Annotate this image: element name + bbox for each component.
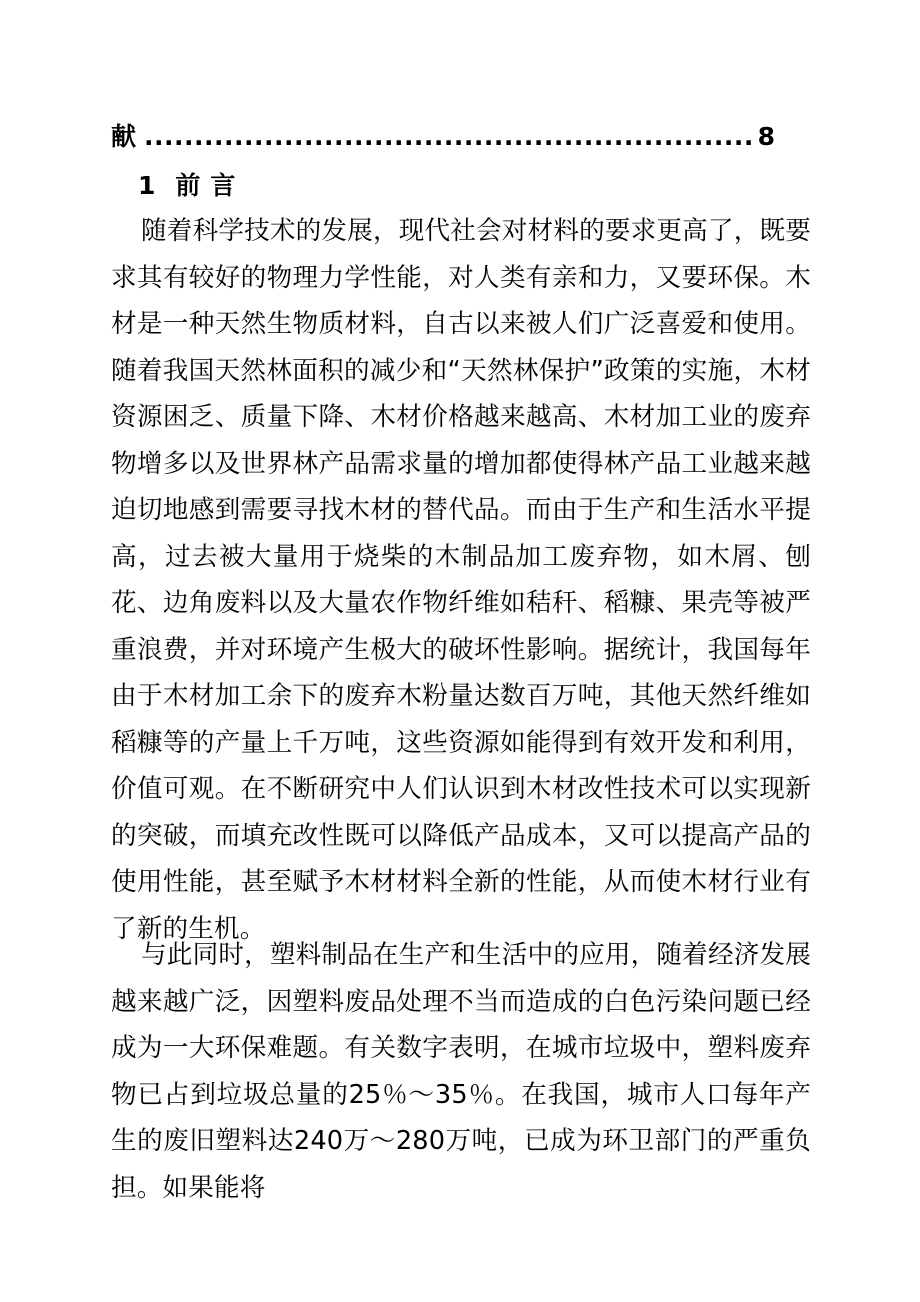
body-paragraph bbox=[111, 932, 811, 1211]
toc-entry bbox=[111, 116, 775, 158]
toc-page-number: 8 bbox=[757, 122, 775, 151]
toc-leader-dots bbox=[144, 116, 752, 158]
body-paragraph bbox=[111, 208, 811, 952]
section-heading bbox=[138, 165, 245, 207]
paragraph-text: 随着科学技术的发展，现代社会对材料的要求更高了，既要求其有较好的物理力学性能，对人类有亲和力，又要环保。木材是一种天然生物质材料，自古以来被人们广泛喜爱和使用。随着我国天然林面积的减少和“天然林保护”政策的实施，木材资源困乏、质量下降、木材价格越来越高、木材加工业的废弃物增多以及世界林产品需求量的增加都使得林产品工业越来越迫切地感到需要寻找木材的替代品。而由于生产和生活水平提高，过去被大量用于烧柴的木制品加工废弃物，如木屑、刨花、边角废料以及大量农作物纤维如秸秆、稻糠、果壳等被严重浪费，并对环境产生极大的破坏性影响。据统计，我国每年由于木材加工余下的废弃木粉量达数百万吨，其他天然纤维如稻糠等的产量上千万吨，这些资源如能得到有效开发和利用，价值可观。在不断研究中人们认识到木材改性技术可以实现新的突破，而填充改性既可以降低产品成本，又可以提高产品的使用性能，甚至赋予木材材料全新的性能，从而使木材行业有了新的生机。 bbox=[111, 216, 811, 944]
section-number: 1 bbox=[138, 171, 156, 200]
paragraph-text: 与此同时，塑料制品在生产和生活中的应用，随着经济发展越来越广泛，因塑料废品处理不当而造成的白色污染问题已经成为一大环保难题。有关数字表明，在城市垃圾中，塑料废弃物已占到垃圾总量的25％～35％。在我国，城市人口每年产生的废旧塑料达240万～280万吨，已成为环卫部门的严重负担。如果能将 bbox=[111, 940, 811, 1203]
section-title: 前言 bbox=[175, 171, 246, 200]
toc-entry-text: 献 bbox=[111, 122, 137, 151]
